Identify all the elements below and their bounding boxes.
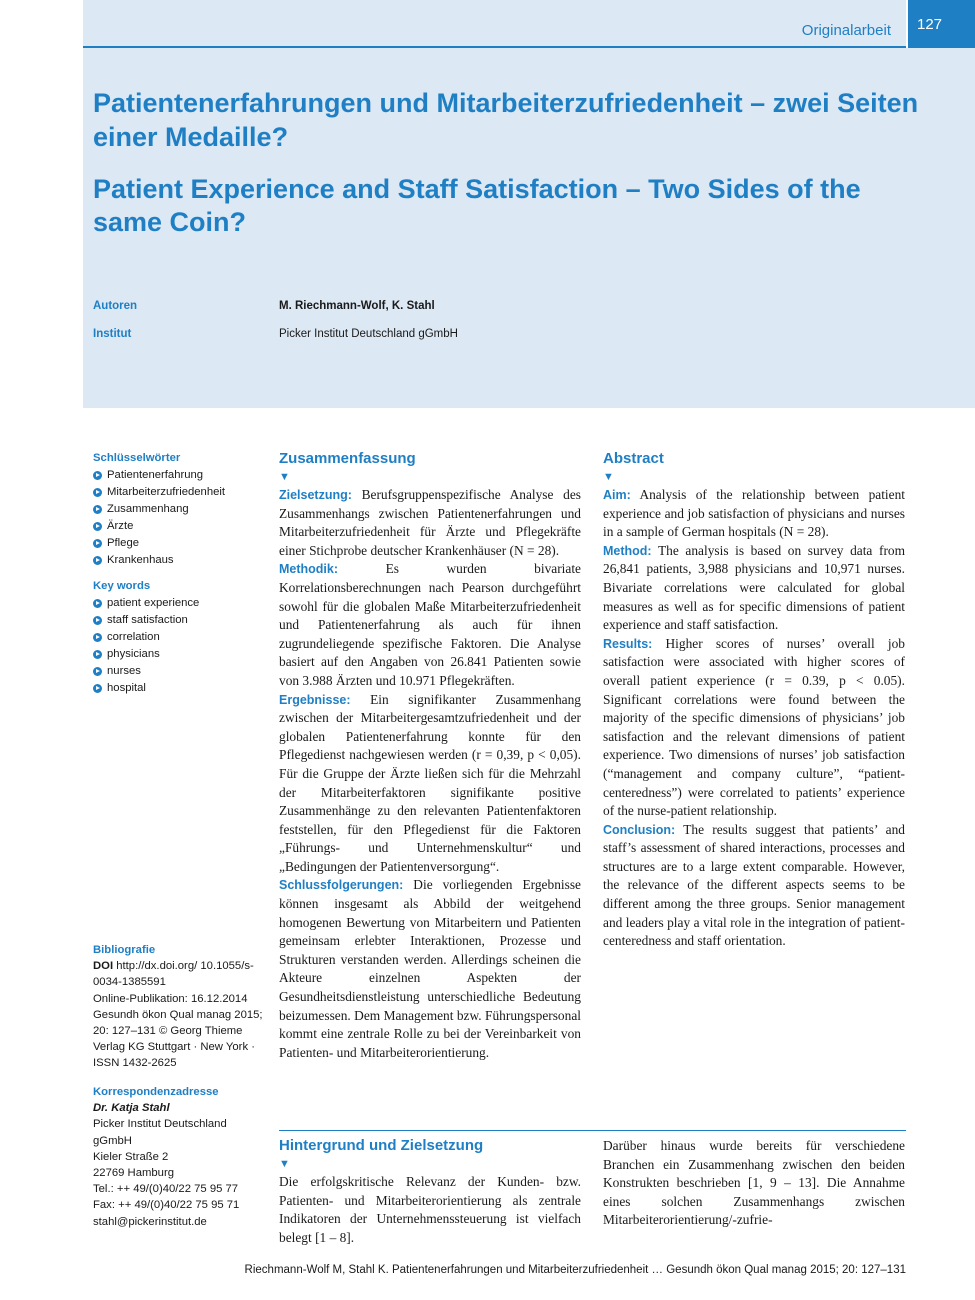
title-german: Patientenerfahrungen und Mitarbeiterzufriedenheit – zwei Seiten einer Medaille? — [93, 88, 919, 152]
background-text-left: Die erfolgskritische Relevanz der Kunden- bzw. Patienten- und Mitarbeiterorientierung als zentrale Indikatoren der Unternehmenssteuerung ist vielfach belegt [1 – 8]. — [279, 1174, 581, 1245]
bullet-arrow-icon — [93, 488, 102, 497]
abstract-method: Method: The analysis is based on survey data from 26,841 patients, 3,988 physicians and 10,971 nurses. Bivariate correlations were calculated for global measures as well as for specific dimensions of patient experience and staff satisfaction. — [603, 542, 906, 633]
corr-organization: Picker Institut Deutschland gGmbH — [93, 1118, 227, 1147]
list-item: Zusammenhang — [93, 501, 268, 518]
corr-fax: Fax: ++ 49/(0)40/22 75 95 71 — [93, 1199, 240, 1212]
doi-link[interactable]: http://dx.doi.org/ 10.1055/s-0034-1385591 — [93, 960, 254, 989]
correspondence-title: Korrespondenzadresse — [93, 1086, 219, 1098]
authors-label: Autoren — [93, 300, 138, 312]
background-section — [279, 1137, 581, 1247]
corr-city: 22769 Hamburg — [93, 1167, 175, 1180]
bullet-arrow-icon — [93, 633, 102, 642]
bullet-arrow-icon — [93, 471, 102, 480]
institute-label: Institut — [93, 328, 132, 340]
background-continuation — [603, 1137, 905, 1230]
bullet-arrow-icon — [93, 616, 102, 625]
keywords-de-list — [93, 467, 268, 569]
list-item: patient experience — [93, 595, 268, 612]
keywords-en-list — [93, 595, 268, 697]
bullet-arrow-icon — [93, 505, 102, 514]
footer-citation: Riechmann-Wolf M, Stahl K. Patientenerfahrungen und Mitarbeiterzufriedenheit … Gesundh ökon Qual manag 2015; 20: 127–131 — [244, 1264, 906, 1276]
bullet-arrow-icon — [93, 599, 102, 608]
list-item: Ärzte — [93, 518, 268, 535]
bibliography — [93, 942, 268, 1072]
correspondence — [93, 1084, 268, 1230]
list-item: Mitarbeiterzufriedenheit — [93, 484, 268, 501]
abstract-conclusion: Conclusion: The results suggest that patients’ and staff’s assessment of shared interactions, processes and structures are to a large extent comparable. However, the relevance of the different aspects seems to be different among the three groups. Senior management and leaders play a vital role in the integration of patient-centeredness and staff orientation. — [603, 821, 905, 949]
doi-label: DOI — [93, 960, 114, 973]
list-item: staff satisfaction — [93, 612, 268, 629]
background-title: Hintergrund und Zielsetzung — [279, 1137, 484, 1154]
bullet-arrow-icon — [93, 522, 102, 531]
summary-conclusion: Schlussfolgerungen: Die vorliegenden Ergebnisse können insgesamt als Abbild der weitgehend homogenen Bewertung von Mitarbeitern und Patienten gemeinsam erlebter Interaktionen, Prozesse und Strukturen verstanden werden. Allerdings scheinen die Akteure einzelnen Aspekten der Gesundheitsdienstleistung unterschiedliche Bedeutung beizumessen. Dem Management bzw. Führungspersonal kommt eine zentrale Rolle zu bei der Vereinbarkeit von Patienten- und Mitarbeiterorientierung. — [279, 877, 581, 1060]
triangle-down-icon: ▼ — [279, 1158, 290, 1170]
list-item: physicians — [93, 646, 268, 663]
bullet-arrow-icon — [93, 556, 102, 565]
title-english: Patient Experience and Staff Satisfaction – Two Sides of the same Coin? — [93, 174, 861, 237]
online-publication: Online-Publikation: 16.12.2014 — [93, 992, 248, 1005]
bullet-arrow-icon — [93, 539, 102, 548]
corr-email[interactable]: stahl@pickerinstitut.de — [93, 1215, 207, 1228]
abstract-aim: Aim: Analysis of the relationship between patient experience and job satisfaction of physicians and nurses in a sample of German hospitals (N = 28). — [603, 487, 906, 540]
summary-aim: Zielsetzung: Berufsgruppenspezifische Analyse des Zusammenhangs zwischen Patientenerfahrungen und Mitarbeiterzufriedenheit für Ärzte und Pflegekräfte einer Stichprobe deutscher Krankenhäuser (N = 28). — [279, 487, 581, 558]
page-number: 127 — [906, 0, 975, 48]
bibliography-title: Bibliografie — [93, 944, 156, 956]
keywords-de-title: Schlüsselwörter — [93, 452, 181, 464]
summary-german — [279, 450, 581, 1062]
list-item: nurses — [93, 663, 268, 680]
abstract-title: Abstract — [603, 450, 664, 467]
background-text-right: Darüber hinaus wurde bereits für verschiedene Branchen ein Zusammenhang zwischen den beiden Konstrukten beschrieben [1, 9 – 13]. Die Annahme eines solchen Zusammenhangs zwischen Mitarbeiterorientierung/-zufrie- — [603, 1138, 905, 1228]
abstract-english — [603, 450, 905, 951]
bullet-arrow-icon — [93, 684, 102, 693]
list-item: Krankenhaus — [93, 552, 268, 569]
keywords-sidebar — [93, 450, 268, 697]
top-rule — [83, 46, 906, 48]
triangle-down-icon: ▼ — [603, 471, 614, 483]
section-divider — [279, 1130, 906, 1131]
bullet-arrow-icon — [93, 650, 102, 659]
list-item: Pflege — [93, 535, 268, 552]
journal-reference: Gesundh ökon Qual manag 2015; 20: 127–131 © Georg Thieme Verlag KG Stuttgart · New York · ISSN 1432-2625 — [93, 1008, 263, 1070]
section-label: Originalarbeit — [801, 22, 891, 39]
doi — [93, 958, 268, 990]
list-item: Patientenerfahrung — [93, 467, 268, 484]
list-item: hospital — [93, 680, 268, 697]
abstract-results: Results: Higher scores of nurses’ overall job satisfaction were associated with higher scores of overall patient experience (r = 0.39, p < 0.05). Significant correlations were found between the majority of the specific dimensions of physicians’ job satisfaction and the relevant dimensions of patient experience. Two dimensions of nurses’ job satisfaction (“management and company culture”, “patient-centeredness”) were correlated to patients’ experience of the nurse-patient relationship. — [603, 635, 905, 819]
triangle-down-icon: ▼ — [279, 471, 290, 483]
summary-method: Methodik: Es wurden bivariate Korrelationsberechnungen nach Pearson durchgeführt sowohl für die globalen Maße Mitarbeiterzufriedenheit und Patientenerfahrung als auch für ihnen zugrundeliegende spezifische Faktoren. Die Analyse basiert auf den Angaben von 26.841 Patienten sowie von 3.988 Ärzten und 10.971 Pflegekräften. — [279, 561, 581, 688]
institute: Picker Institut Deutschland gGmbH — [279, 328, 458, 340]
corr-street: Kieler Straße 2 — [93, 1150, 169, 1163]
corr-name: Dr. Katja Stahl — [93, 1102, 170, 1115]
summary-title: Zusammenfassung — [279, 450, 416, 467]
keywords-en-title: Key words — [93, 580, 151, 592]
authors: M. Riechmann-Wolf, K. Stahl — [279, 300, 435, 312]
bullet-arrow-icon — [93, 667, 102, 676]
summary-results: Ergebnisse: Ein signifikanter Zusammenhang zwischen der Mitarbeitergesamtzufriedenheit und der globalen Patientenerfahrung konnte für den Pflegedienst nachgewiesen werden (r = 0,39, p < 0,05). Für die Gruppe der Ärzte ließen sich für die Mehrzahl der Mitarbeiterfaktoren signifikante positive Zusammenhänge zu den relevanten Patientenfaktoren feststellen, für den Pflegedienst für die Faktoren „Führungs- und Unternehmenskultur“ und „Bedingungen der Patientenversorgung“. — [279, 691, 581, 874]
list-item: correlation — [93, 629, 268, 646]
corr-phone: Tel.: ++ 49/(0)40/22 75 95 77 — [93, 1183, 239, 1196]
